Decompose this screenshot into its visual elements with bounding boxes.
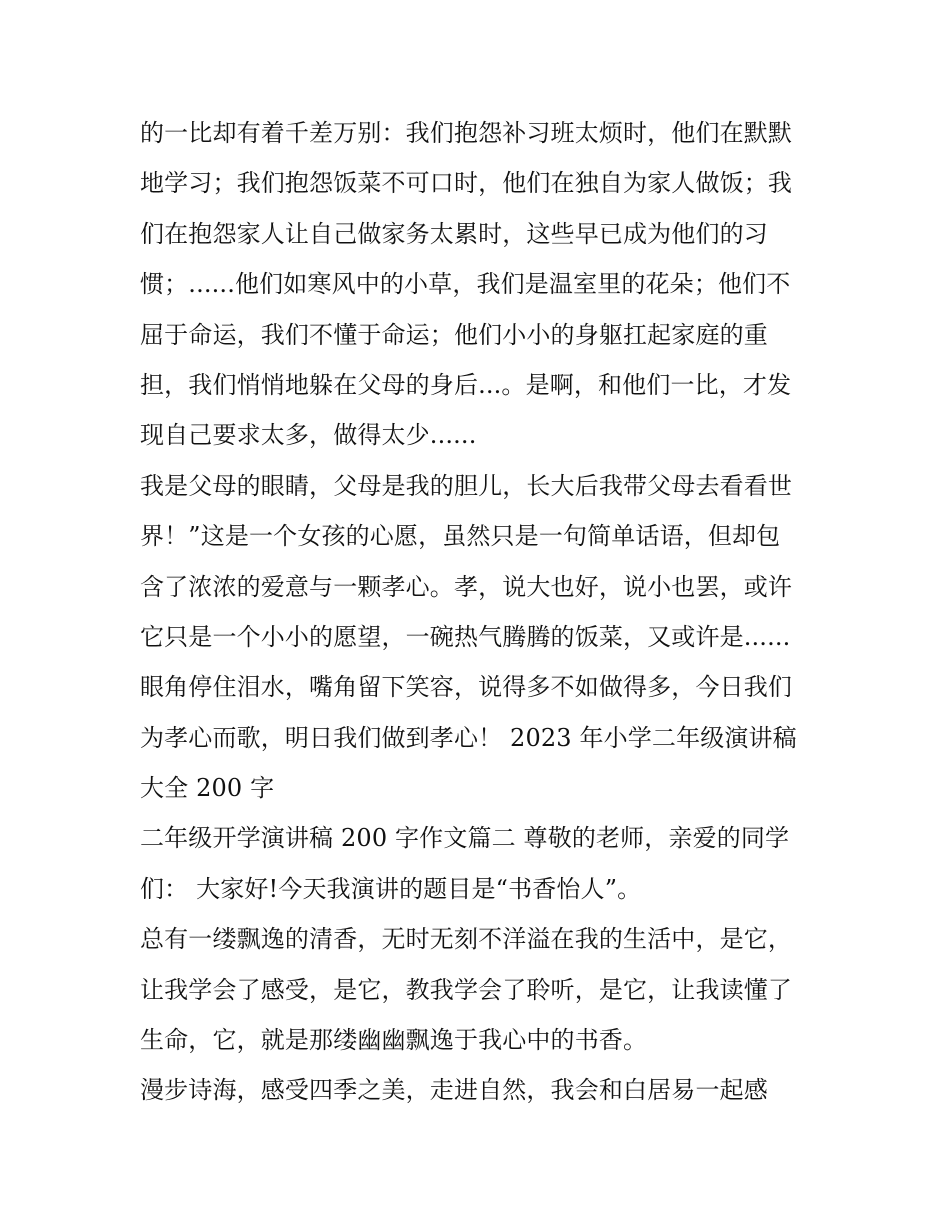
text-line: 为孝心而歌，明日我们做到孝心！ 2023 年小学二年级演讲稿 bbox=[140, 723, 797, 752]
text-line: 总有一缕飘逸的清香，无时无刻不洋溢在我的生活中，是它， bbox=[140, 925, 793, 954]
text-line: 漫步诗海，感受四季之美，走进自然，我会和白居易一起感 bbox=[140, 1076, 768, 1105]
text-line: 让我学会了感受，是它，教我学会了聆听，是它，让我读懂了 bbox=[140, 975, 793, 1004]
text-line: 含了浓浓的爱意与一颗孝心。孝，说大也好，说小也罢，或许 bbox=[140, 572, 793, 601]
text-line: 们： 大家好!今天我演讲的题目是“书香怡人”。 bbox=[140, 874, 642, 903]
text-line: 界！”这是一个女孩的心愿，虽然只是一句简单话语，但却包 bbox=[140, 522, 781, 551]
text-line: 现自己要求太多，做得太少...... bbox=[140, 421, 477, 450]
text-line: 生命，它，就是那缕幽幽飘逸于我心中的书香。 bbox=[140, 1026, 648, 1055]
text-line: 地学习；我们抱怨饭菜不可口时，他们在独自为家人做饭；我 bbox=[140, 169, 793, 198]
document-body bbox=[140, 108, 815, 1116]
text-line: 的一比却有着千差万别：我们抱怨补习班太烦时，他们在默默 bbox=[140, 119, 793, 147]
text-line: 我是父母的眼睛，父母是我的胆儿，长大后我带父母去看看世 bbox=[140, 471, 793, 500]
text-line: 担，我们悄悄地躲在父母的身后...。是啊，和他们一比，才发 bbox=[140, 370, 792, 399]
text-line: 眼角停住泪水，嘴角留下笑容，说得多不如做得多，今日我们 bbox=[140, 673, 793, 702]
text-line: 二年级开学演讲稿 200 字作文篇二 尊敬的老师，亲爱的同学 bbox=[140, 824, 790, 853]
text-line: 大全 200 字 bbox=[140, 774, 275, 803]
text-line: 屈于命运，我们不懂于命运；他们小小的身躯扛起家庭的重 bbox=[140, 320, 768, 349]
text-line: 惯；......他们如寒风中的小草，我们是温室里的花朵；他们不 bbox=[140, 270, 791, 299]
text-line: 它只是一个小小的愿望，一碗热气腾腾的饭菜，又或许是...... bbox=[140, 622, 791, 651]
text-line: 们在抱怨家人让自己做家务太累时，这些早已成为他们的习 bbox=[140, 219, 768, 248]
